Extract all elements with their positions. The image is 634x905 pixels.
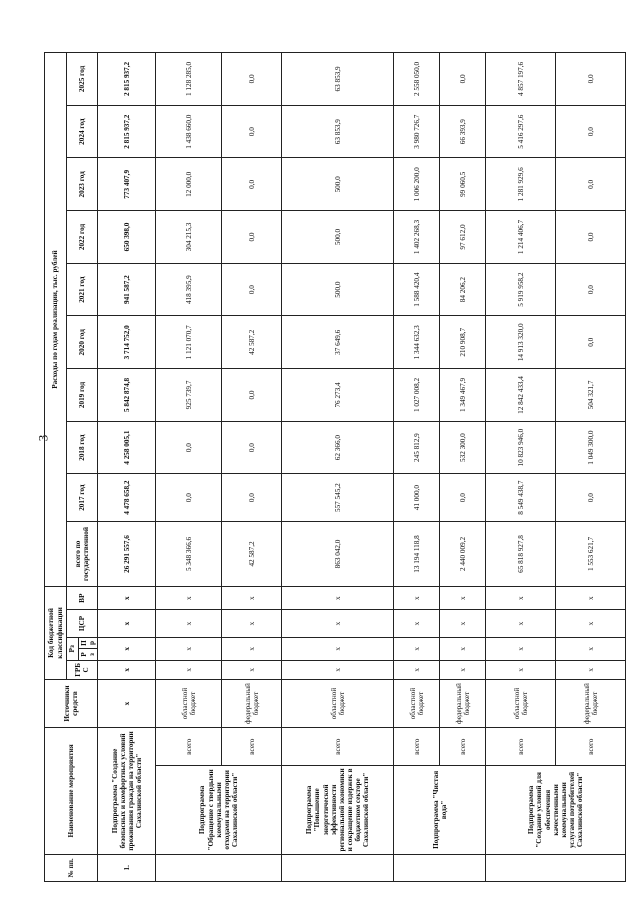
row-csr: х [486,610,556,637]
page-number: 3 [35,434,51,442]
row-total: 26 291 557,6 [98,521,156,586]
table-row [440,53,486,882]
row-value: 0,0 [222,158,282,211]
row-value: 650 398,0 [98,211,156,264]
rotated-table-wrapper [44,52,604,882]
row-grbs: х [156,660,222,679]
row-vr: х [394,587,440,610]
row-value: 1 121 070,7 [156,316,222,369]
header-num: № пп. [45,854,98,881]
row-value: 557 545,2 [282,474,394,521]
row-value: 504 321,7 [556,369,626,422]
row-total: 1 553 621,7 [556,521,626,586]
header-grbs: ГРБС [67,660,98,679]
row-csr: х [156,610,222,637]
row-value: 1 027 008,2 [394,369,440,422]
row-value: 0,0 [222,211,282,264]
row-value: 42 587,2 [222,316,282,369]
table-row [98,53,156,882]
header-source: Источники средств [45,679,98,727]
row-rz: х [282,637,394,660]
table-row [282,53,394,882]
row-grbs: х [486,660,556,679]
row-num [394,854,486,881]
row-vr: х [282,587,394,610]
row-value: 0,0 [556,53,626,106]
row-vr: х [156,587,222,610]
row-value: 304 215,3 [156,211,222,264]
header-vr: ВР [67,587,98,610]
row-value: 1 402 268,3 [394,211,440,264]
row-value: 210 908,7 [440,316,486,369]
row-vr: х [556,587,626,610]
row-value: 0,0 [222,369,282,422]
row-value: 12 842 433,4 [486,369,556,422]
row-rz: х [394,637,440,660]
header-rz: Рз [67,637,79,660]
row-total: 65 818 927,8 [486,521,556,586]
row-csr: х [394,610,440,637]
row-value: 1 344 632,3 [394,316,440,369]
row-value: 63 853,9 [282,105,394,158]
table-row [556,53,626,882]
row-value: 99 060,5 [440,158,486,211]
row-value: 14 913 320,0 [486,316,556,369]
row-num [486,854,626,881]
row-value: 3 714 752,0 [98,316,156,369]
header-total: всего по государственной [67,521,98,586]
row-value: 5 919 958,2 [486,263,556,316]
row-source: федеральный бюджет [440,679,486,727]
row-num [156,854,282,881]
row-value: 0,0 [222,474,282,521]
row-csr: х [440,610,486,637]
table-row [156,53,222,882]
row-value: 66 393,9 [440,105,486,158]
row-value: 1 128 285,0 [156,53,222,106]
row-value: 500,0 [282,158,394,211]
header-year: 2022 год [67,211,98,264]
row-value: 10 823 946,0 [486,421,556,474]
row-source: федеральный бюджет [556,679,626,727]
row-value: 62 366,0 [282,421,394,474]
row-value: 5 416 297,6 [486,105,556,158]
row-grbs: х [440,660,486,679]
row-source: областной бюджет [156,679,222,727]
row-grbs: х [282,660,394,679]
header-csr: ЦСР [67,610,98,637]
row-value: 37 649,6 [282,316,394,369]
row-name: Подпрограмма "Чистая вода" [394,766,486,854]
row-value: 0,0 [440,474,486,521]
row-kind: всего [282,728,394,766]
row-total: 5 348 366,6 [156,521,222,586]
row-grbs: х [394,660,440,679]
row-value: 0,0 [156,421,222,474]
header-year: 2021 год [67,263,98,316]
row-rz: х [98,637,156,660]
row-vr: х [98,587,156,610]
row-source: федеральный бюджет [222,679,282,727]
row-rz: х [222,637,282,660]
row-num [282,854,394,881]
row-csr: х [556,610,626,637]
row-csr: х [98,610,156,637]
header-rz-sub: Рз [79,649,98,661]
row-kind: всего [486,728,556,766]
row-value: 0,0 [556,105,626,158]
row-value: 4 478 658,2 [98,474,156,521]
row-value: 5 842 874,8 [98,369,156,422]
row-value: 1 438 660,0 [156,105,222,158]
row-value: 1 006 200,0 [394,158,440,211]
row-grbs: х [98,660,156,679]
row-value: 0,0 [556,263,626,316]
row-source: областной бюджет [394,679,440,727]
row-value: 1 588 420,4 [394,263,440,316]
row-total: 13 194 118,8 [394,521,440,586]
table-row [394,53,440,882]
row-grbs: х [556,660,626,679]
row-value: 4 857 197,6 [486,53,556,106]
row-value: 8 549 438,7 [486,474,556,521]
row-rz: х [556,637,626,660]
row-kind: всего [556,728,626,766]
row-vr: х [222,587,282,610]
row-kind: всего [222,728,282,766]
row-value: 2 558 050,0 [394,53,440,106]
header-year: 2023 год [67,158,98,211]
row-value: 0,0 [556,474,626,521]
row-vr: х [440,587,486,610]
header-year: 2019 год [67,369,98,422]
row-rz: х [486,637,556,660]
row-value: 84 206,2 [440,263,486,316]
row-csr: х [282,610,394,637]
row-value: 1 281 929,6 [486,158,556,211]
row-value: 4 258 005,1 [98,421,156,474]
header-year: 2020 год [67,316,98,369]
header-year: 2018 год [67,421,98,474]
row-value: 500,0 [282,211,394,264]
row-value: 3 980 726,7 [394,105,440,158]
row-value: 0,0 [156,474,222,521]
row-value: 2 815 937,2 [98,53,156,106]
row-value: 0,0 [222,105,282,158]
header-expenses: Расходы по годам реализации, тыс. рублей [45,53,67,587]
row-value: 0,0 [556,316,626,369]
row-value: 0,0 [222,263,282,316]
row-kind: всего [156,728,222,766]
row-rz: х [440,637,486,660]
row-rz: х [156,637,222,660]
row-name: Подпрограмма "Обращение с твердыми коммунальными отходами на территории Сахалинской области" [156,766,282,854]
row-total: 863 042,0 [282,521,394,586]
row-value: 500,0 [282,263,394,316]
row-value: 1 214 406,7 [486,211,556,264]
row-source: х [98,679,156,727]
row-source: областной бюджет [282,679,394,727]
row-kind: всего [394,728,440,766]
table-row [222,53,282,882]
row-name: Подпрограмма "Повышение энергетической эффективности региональной экономики и сокращение издержек в бюджетном секторе Сахалинской области" [282,766,394,854]
row-value: 97 612,0 [440,211,486,264]
row-value: 925 739,7 [156,369,222,422]
row-total: 2 440 009,2 [440,521,486,586]
row-value: 1 349 467,9 [440,369,486,422]
row-value: 0,0 [222,53,282,106]
row-value: 41 000,0 [394,474,440,521]
row-value: 418 395,9 [156,263,222,316]
row-value: 76 273,4 [282,369,394,422]
row-value: 532 300,0 [440,421,486,474]
header-budget-code: Код бюджетной классификации [45,587,67,680]
row-value: 0,0 [440,53,486,106]
row-value: 0,0 [222,421,282,474]
row-value: 245 812,9 [394,421,440,474]
row-value: 2 815 937,2 [98,105,156,158]
header-year: 2025 год [67,53,98,106]
table-row [486,53,556,882]
row-value: 941 587,2 [98,263,156,316]
budget-table [44,52,626,882]
header-name: Наименование мероприятия [45,728,98,854]
row-value: 63 853,9 [282,53,394,106]
row-total: 42 587,2 [222,521,282,586]
row-csr: х [222,610,282,637]
row-grbs: х [222,660,282,679]
row-name: Подпрограмма "Создание условий для обеспечения качественными коммунальными услугами потребителей Сахалинской области" [486,766,626,854]
row-value: 0,0 [556,211,626,264]
header-year: 2024 год [67,105,98,158]
row-name: Подпрограмма "Создание безопасных и комфортных условий проживания граждан на территории Сахалинской области" [98,728,156,854]
row-vr: х [486,587,556,610]
row-value: 1 049 300,0 [556,421,626,474]
row-source: областной бюджет [486,679,556,727]
row-value: 12 000,0 [156,158,222,211]
row-value: 0,0 [556,158,626,211]
header-year: 2017 год [67,474,98,521]
header-pr: Пр [79,637,98,649]
row-value: 773 407,9 [98,158,156,211]
row-kind: всего [440,728,486,766]
row-num: 1. [98,854,156,881]
